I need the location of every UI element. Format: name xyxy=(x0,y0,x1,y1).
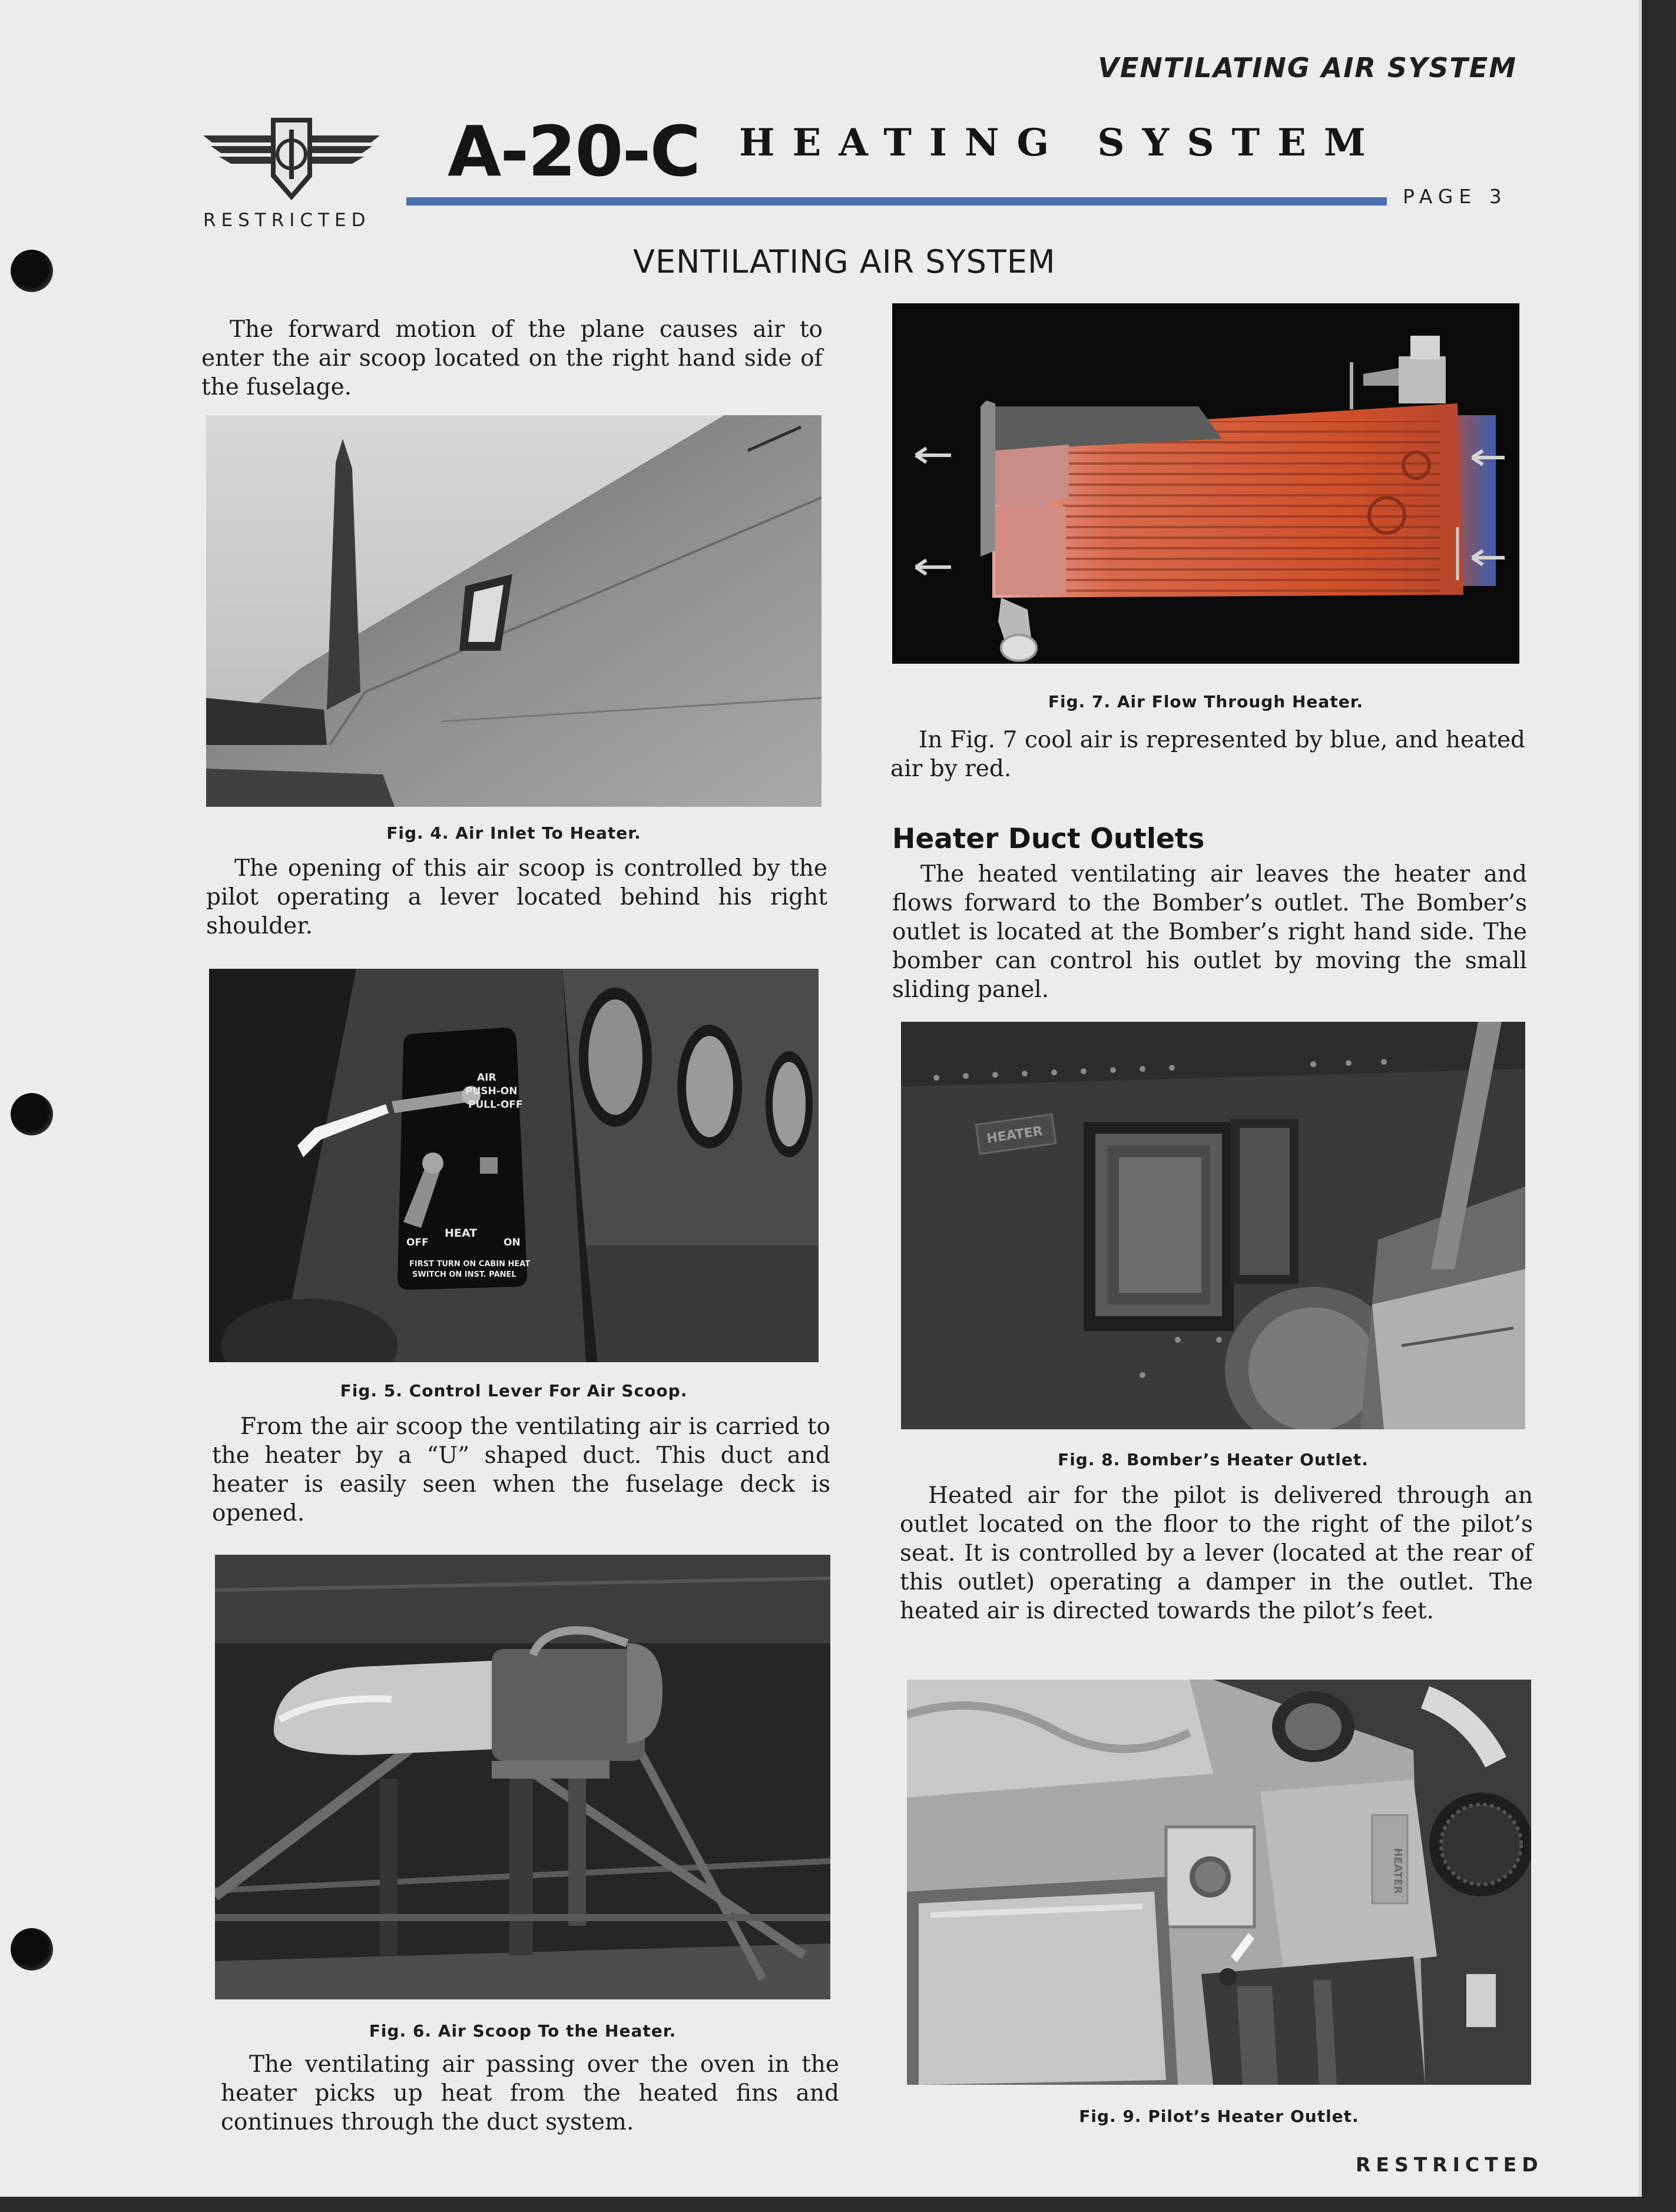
figure-9-caption: Fig. 9. Pilot’s Heater Outlet. xyxy=(1079,2107,1359,2126)
binder-hole xyxy=(11,250,53,292)
heater-plate-label-pilot: HEATER xyxy=(1392,1847,1404,1895)
panel-label-heat: HEAT xyxy=(445,1227,478,1240)
binder-hole xyxy=(11,1093,53,1135)
section-header: VENTILATING AIR SYSTEM xyxy=(1098,52,1517,84)
panel-label-off: OFF xyxy=(406,1237,429,1249)
figure-5-caption: Fig. 5. Control Lever For Air Scoop. xyxy=(340,1381,688,1400)
paragraph-air-scoop: The forward motion of the plane causes air to enter the air scoop located on the right hand side of the fuselage. xyxy=(201,316,823,400)
figure-4-photo xyxy=(206,415,822,807)
paragraph-oven: The ventilating air passing over the oven in the heater picks up heat from the heated fins and continues through the duct system. xyxy=(221,2051,839,2135)
figure-7-heater-diagram xyxy=(892,303,1519,664)
paragraph-color-key: In Fig. 7 cool air is represented by blue, and heated air by red. xyxy=(890,727,1525,782)
aircraft-model: A-20-C xyxy=(448,111,700,192)
figure-7-caption: Fig. 7. Air Flow Through Heater. xyxy=(1048,692,1364,711)
panel-note-1: FIRST TURN ON CABIN HEAT xyxy=(409,1260,531,1269)
paragraph-bomber-outlet: The heated ventilating air leaves the heater and flows forward to the Bomber’s outlet. The Bomber’s outlet is located at the Bomber’s right hand side. The bomber can control his outlet by moving the small sliding panel. xyxy=(892,861,1527,1003)
figure-6-caption: Fig. 6. Air Scoop To the Heater. xyxy=(369,2021,677,2041)
figure-4-caption: Fig. 4. Air Inlet To Heater. xyxy=(386,823,641,843)
paragraph-lever: The opening of this air scoop is controlled by the pilot operating a lever located behind his right shoulder. xyxy=(206,855,827,939)
figure-6-photo xyxy=(215,1555,830,1999)
panel-label-push-on: PUSH-ON xyxy=(465,1085,518,1097)
classification-footer: RESTRICTED xyxy=(1356,2153,1543,2176)
header-rule xyxy=(406,197,1387,206)
binder-hole xyxy=(11,1928,53,1971)
paragraph-pilot-outlet: Heated air for the pilot is delivered through an outlet located on the floor to the right of the pilot’s seat. It is controlled by a lever (located at the rear of this outlet) operating a damper in the outlet. The heated air is directed towards the pilot’s feet. xyxy=(900,1482,1533,1624)
page-number: PAGE 3 xyxy=(1403,185,1508,208)
panel-label-on: ON xyxy=(504,1237,521,1249)
heater-plate-label: HEATER xyxy=(986,1124,1044,1147)
system-title: HEATING SYSTEM xyxy=(739,121,1383,165)
figure-8-photo xyxy=(901,1022,1525,1429)
paragraph-u-duct: From the air scoop the ventilating air is carried to the heater by a “U” shaped duct. This duct and heater is easily seen when the fuselage deck is opened. xyxy=(212,1413,830,1526)
panel-label-air: AIR xyxy=(477,1072,496,1084)
panel-label-pull-off: PULL-OFF xyxy=(468,1099,523,1111)
page-title: VENTILATING AIR SYSTEM xyxy=(633,243,1056,280)
stewart-warner-logo xyxy=(200,112,383,206)
figure-9-photo xyxy=(907,1680,1531,2085)
figure-5-photo xyxy=(209,969,819,1362)
figure-8-caption: Fig. 8. Bomber’s Heater Outlet. xyxy=(1058,1450,1369,1469)
panel-note-2: SWITCH ON INST. PANEL xyxy=(412,1270,516,1279)
section-heading-heater-duct-outlets: Heater Duct Outlets xyxy=(892,823,1205,855)
classification-label: RESTRICTED xyxy=(203,210,371,231)
